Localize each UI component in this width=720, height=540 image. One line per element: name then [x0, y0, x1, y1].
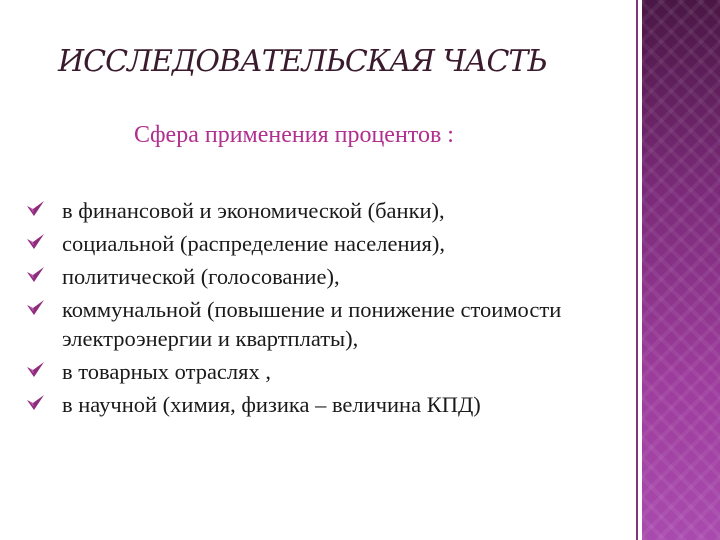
bullet-list — [20, 196, 620, 423]
checkmark-diamond-icon — [26, 298, 46, 318]
slide-subtitle: Сфера применения процентов : — [134, 122, 454, 148]
bullet-item — [20, 262, 620, 291]
bullet-item — [20, 196, 620, 225]
checkmark-diamond-icon — [26, 232, 46, 252]
bullet-item — [20, 390, 620, 419]
bullet-text: в товарных отраслях , — [62, 359, 271, 384]
checkmark-diamond-icon — [26, 265, 46, 285]
bullet-item — [20, 229, 620, 258]
bullet-text: в финансовой и экономической (банки), — [62, 198, 445, 223]
checkmark-diamond-icon — [26, 199, 46, 219]
side-divider-line — [636, 0, 638, 540]
slide-title: ИССЛЕДОВАТЕЛЬСКАЯ ЧАСТЬ — [58, 44, 547, 79]
bullet-text: политической (голосование), — [62, 264, 340, 289]
bullet-text: коммунальной (повышение и понижение стоимости электроэнергии и квартплаты), — [62, 297, 562, 351]
bullet-item — [20, 357, 620, 386]
bullet-text: социальной (распределение населения), — [62, 231, 446, 256]
bullet-item — [20, 295, 620, 353]
checkmark-diamond-icon — [26, 360, 46, 380]
checkmark-diamond-icon — [26, 393, 46, 413]
bullet-text: в научной (химия, физика – величина КПД) — [62, 392, 481, 417]
decorative-side-panel — [642, 0, 720, 540]
